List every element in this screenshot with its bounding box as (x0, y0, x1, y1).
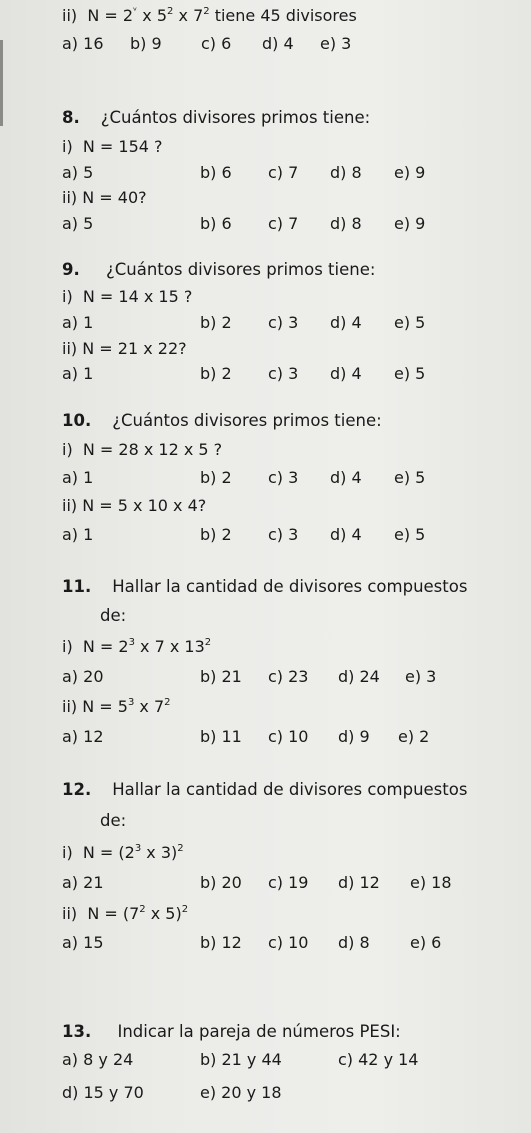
q12-ii-option-d[interactable]: d) 8 (338, 933, 370, 952)
q7-ii-statement: ii) $N = 2^ᵛ$ x $5^2$ x $7^2$ tiene 45 divisores (62, 6, 357, 25)
q11-i-option-b[interactable]: b) 21 (200, 667, 242, 686)
q11-ii-option-c[interactable]: c) 10 (268, 727, 309, 746)
q8-ii-statement: ii) N = 40? (62, 188, 147, 207)
q12-i-statement: i) $N = (2^3$ x 3)$^2$ (62, 843, 184, 862)
q12-i-option-c[interactable]: c) 19 (268, 873, 309, 892)
q8-title: 8. ¿Cuántos divisores primos tiene: (62, 108, 371, 127)
q10-ii-option-e[interactable]: e) 5 (394, 525, 426, 544)
q9-ii-statement: ii) N = 21 x 22? (62, 339, 187, 358)
q8-i-statement: i) N = 154 ? (62, 137, 163, 156)
q9-i-option-b[interactable]: b) 2 (200, 313, 232, 332)
q10-title: 10. ¿Cuántos divisores primos tiene: (62, 411, 382, 430)
q8-ii-option-b[interactable]: b) 6 (200, 214, 232, 233)
q12-ii-option-e[interactable]: e) 6 (410, 933, 442, 952)
page-edge-mark (0, 40, 3, 126)
q10-i-option-e[interactable]: e) 5 (394, 468, 426, 487)
q10-i-option-d[interactable]: d) 4 (330, 468, 362, 487)
q10-i-option-b[interactable]: b) 2 (200, 468, 232, 487)
q10-ii-option-a[interactable]: a) 1 (62, 525, 94, 544)
q7-option-b[interactable]: b) 9 (130, 34, 162, 53)
q8-i-option-a[interactable]: a) 5 (62, 163, 94, 182)
q7-option-d[interactable]: d) 4 (262, 34, 294, 53)
q12-title-cont: de: (100, 811, 127, 830)
q8-ii-option-a[interactable]: a) 5 (62, 214, 94, 233)
q10-ii-option-d[interactable]: d) 4 (330, 525, 362, 544)
q12-i-option-e[interactable]: e) 18 (410, 873, 452, 892)
q8-ii-option-c[interactable]: c) 7 (268, 214, 299, 233)
q7-option-e[interactable]: e) 3 (320, 34, 352, 53)
q9-title: 9. ¿Cuántos divisores primos tiene: (62, 260, 376, 279)
q9-ii-option-b[interactable]: b) 2 (200, 364, 232, 383)
q11-ii-option-b[interactable]: b) 11 (200, 727, 242, 746)
q13-option-c[interactable]: c) 42 y 14 (338, 1050, 419, 1069)
q11-ii-option-e[interactable]: e) 2 (398, 727, 430, 746)
q12-title: 12. Hallar la cantidad de divisores compuestos (62, 780, 468, 799)
q13-option-b[interactable]: b) 21 y 44 (200, 1050, 282, 1069)
q9-i-statement: i) N = 14 x 15 ? (62, 287, 193, 306)
q12-i-option-d[interactable]: d) 12 (338, 873, 380, 892)
q11-i-statement: i) $N = 2^3$ x 7 x $13^2$ (62, 637, 212, 656)
q10-ii-option-b[interactable]: b) 2 (200, 525, 232, 544)
q10-i-statement: i) N = 28 x 12 x 5 ? (62, 440, 223, 459)
q12-i-option-a[interactable]: a) 21 (62, 873, 104, 892)
q11-ii-option-d[interactable]: d) 9 (338, 727, 370, 746)
q9-ii-option-d[interactable]: d) 4 (330, 364, 362, 383)
q8-i-option-c[interactable]: c) 7 (268, 163, 299, 182)
q11-ii-option-a[interactable]: a) 12 (62, 727, 104, 746)
q11-ii-statement: ii) $N = 5^3$ x $7^2$ (62, 697, 171, 716)
q8-ii-option-d[interactable]: d) 8 (330, 214, 362, 233)
q9-i-option-e[interactable]: e) 5 (394, 313, 426, 332)
q9-ii-option-c[interactable]: c) 3 (268, 364, 299, 383)
q7-option-c[interactable]: c) 6 (201, 34, 232, 53)
q13-title: 13. Indicar la pareja de números PESI: (62, 1022, 401, 1041)
q11-title: 11. Hallar la cantidad de divisores compuestos (62, 577, 468, 596)
q8-i-option-d[interactable]: d) 8 (330, 163, 362, 182)
q12-ii-option-c[interactable]: c) 10 (268, 933, 309, 952)
q13-option-e[interactable]: e) 20 y 18 (200, 1083, 282, 1102)
q13-option-d[interactable]: d) 15 y 70 (62, 1083, 144, 1102)
q12-ii-option-b[interactable]: b) 12 (200, 933, 242, 952)
q10-ii-statement: ii) N = 5 x 10 x 4? (62, 496, 207, 515)
q11-title-cont: de: (100, 606, 127, 625)
q9-ii-option-e[interactable]: e) 5 (394, 364, 426, 383)
q12-ii-statement: ii) $N = (7^2$ x 5)$^2$ (62, 904, 189, 923)
q11-i-option-a[interactable]: a) 20 (62, 667, 104, 686)
q7-ii-label: ii) (62, 6, 78, 25)
q11-i-option-c[interactable]: c) 23 (268, 667, 309, 686)
q9-i-option-a[interactable]: a) 1 (62, 313, 94, 332)
q8-i-option-b[interactable]: b) 6 (200, 163, 232, 182)
q12-ii-option-a[interactable]: a) 15 (62, 933, 104, 952)
q13-option-a[interactable]: a) 8 y 24 (62, 1050, 134, 1069)
q8-ii-option-e[interactable]: e) 9 (394, 214, 426, 233)
q11-i-option-e[interactable]: e) 3 (405, 667, 437, 686)
q8-i-option-e[interactable]: e) 9 (394, 163, 426, 182)
q9-i-option-d[interactable]: d) 4 (330, 313, 362, 332)
q12-i-option-b[interactable]: b) 20 (200, 873, 242, 892)
q10-i-option-c[interactable]: c) 3 (268, 468, 299, 487)
q11-i-option-d[interactable]: d) 24 (338, 667, 380, 686)
q9-i-option-c[interactable]: c) 3 (268, 313, 299, 332)
q9-ii-option-a[interactable]: a) 1 (62, 364, 94, 383)
q7-option-a[interactable]: a) 16 (62, 34, 104, 53)
q10-ii-option-c[interactable]: c) 3 (268, 525, 299, 544)
q10-i-option-a[interactable]: a) 1 (62, 468, 94, 487)
